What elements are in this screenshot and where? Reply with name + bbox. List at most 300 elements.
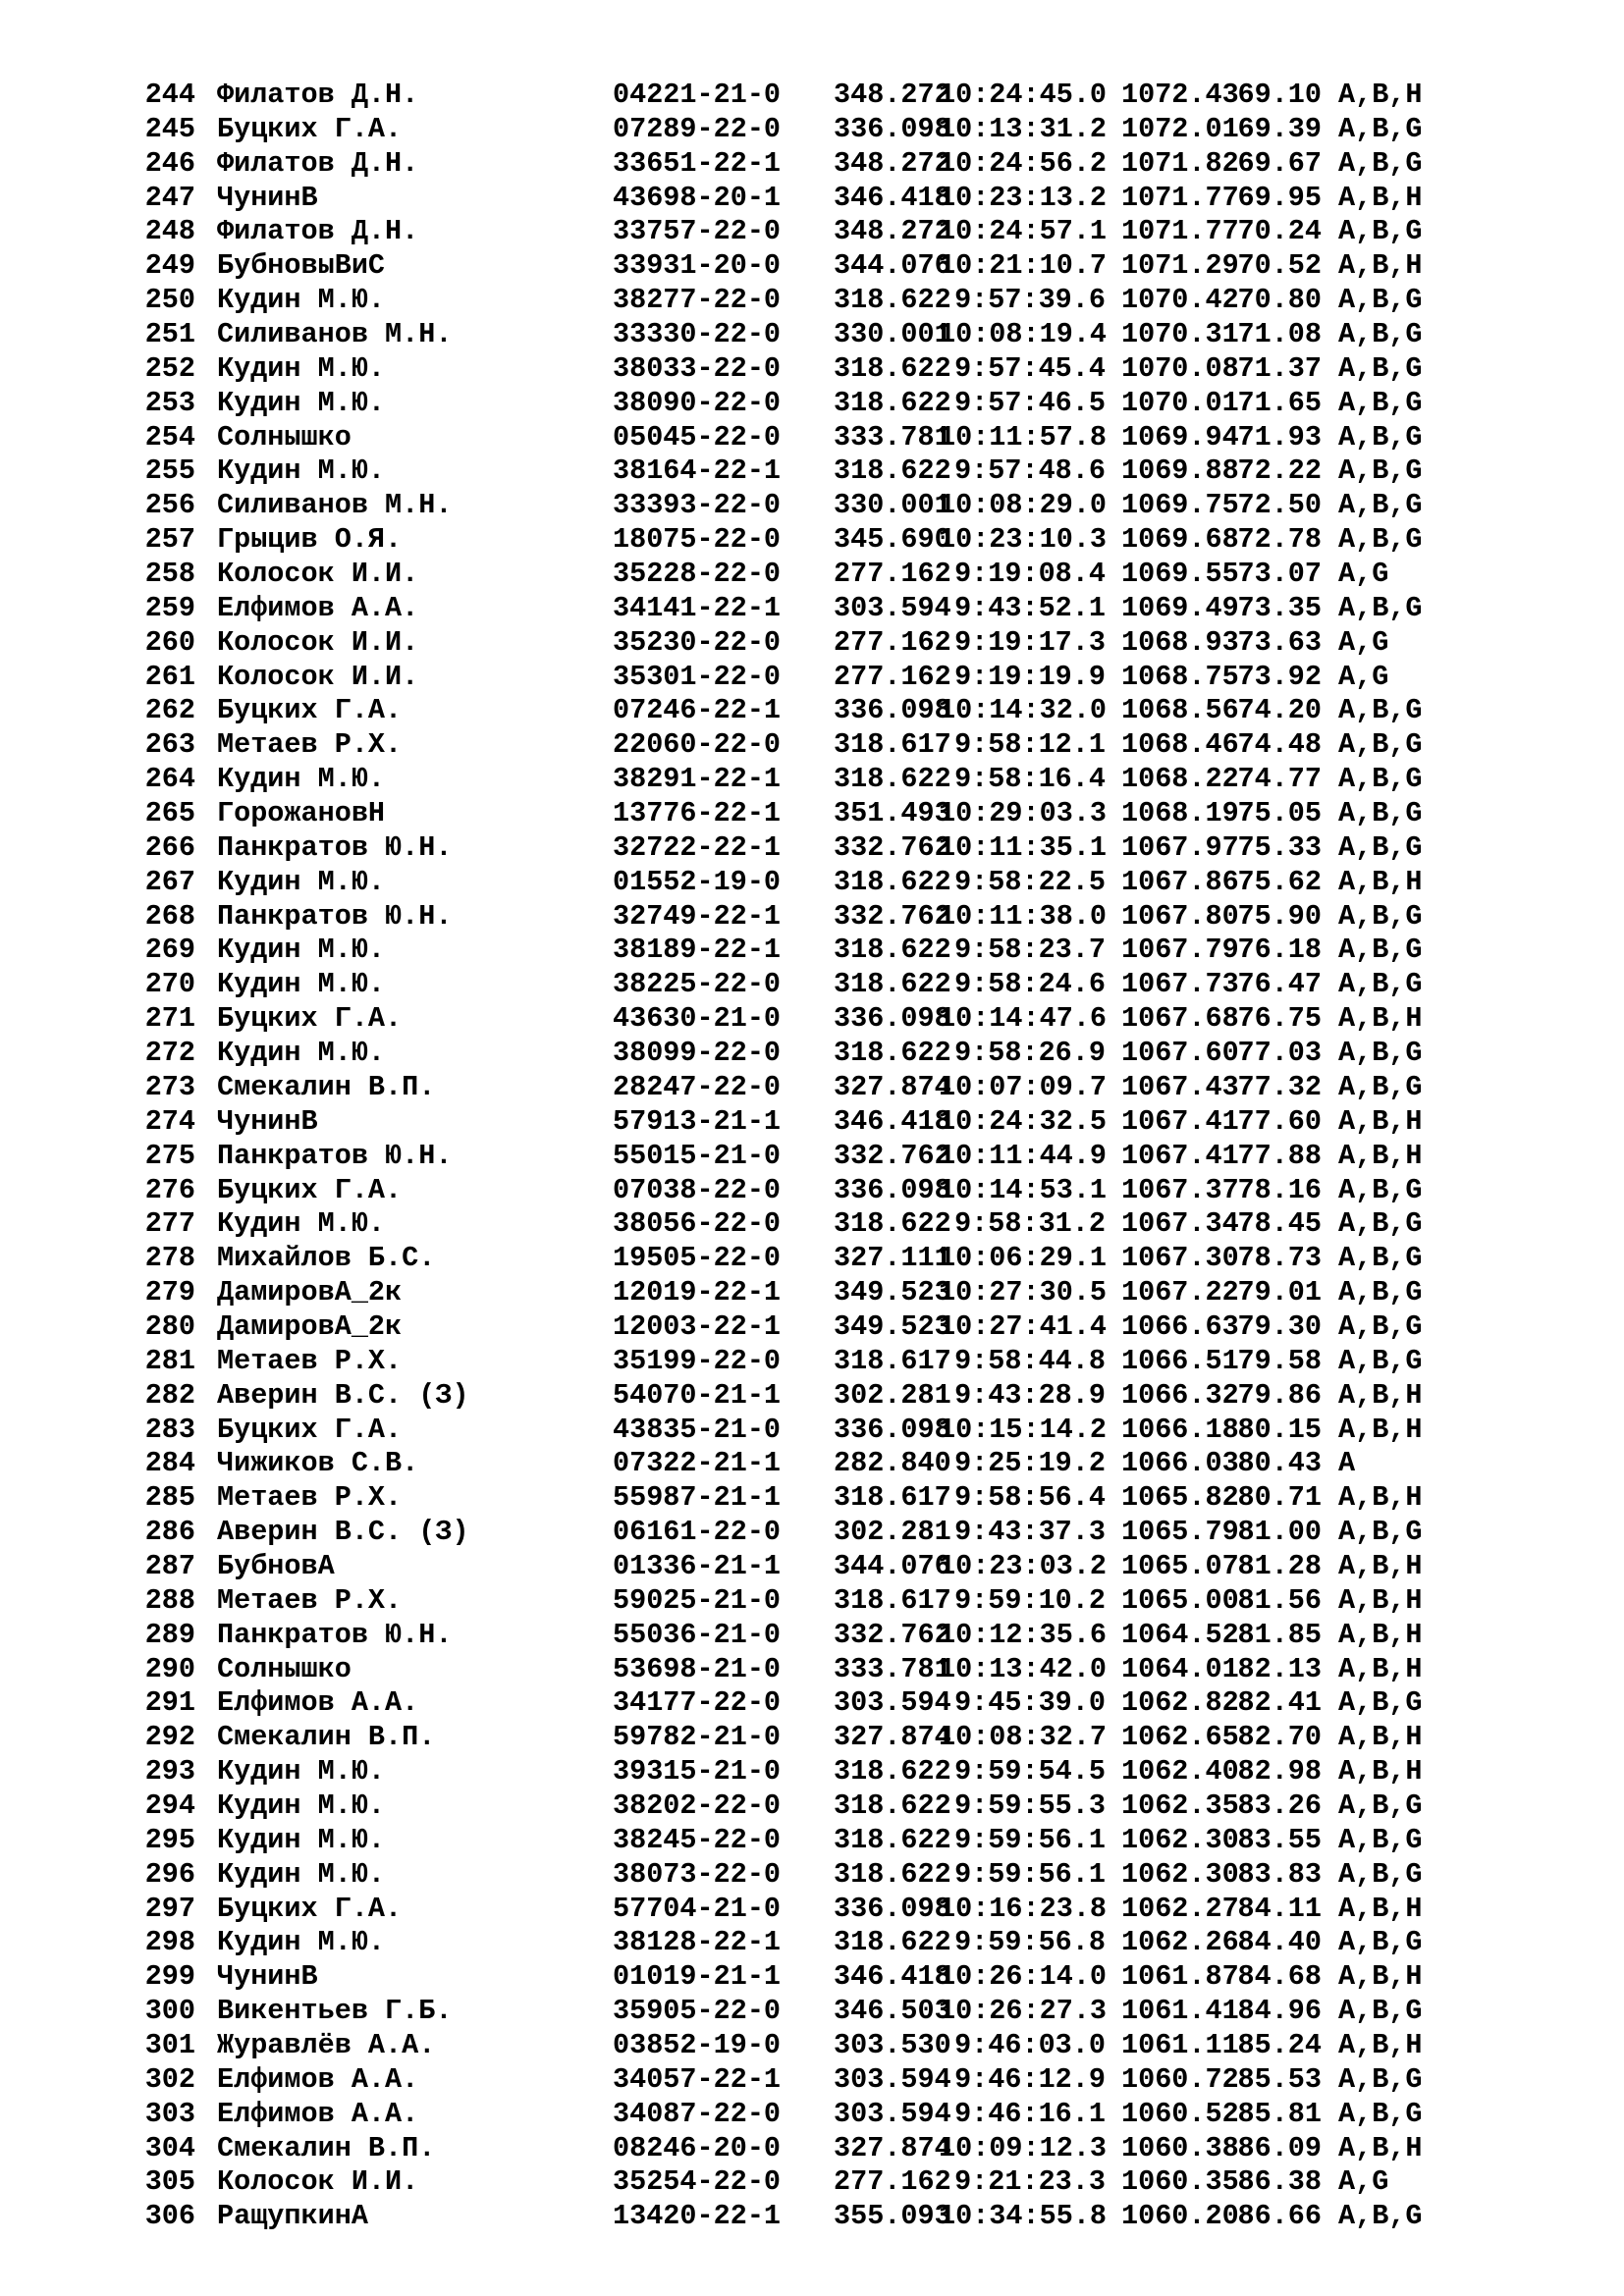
ring-number: 01019-21-1 xyxy=(613,1960,782,1994)
coefficient: 73.35 xyxy=(1237,591,1322,624)
arrival-time: 9:58:24.6 xyxy=(954,968,1106,1001)
speed: 1067.86 xyxy=(1121,865,1239,898)
place-number: 269 xyxy=(144,934,195,967)
table-row xyxy=(144,1550,1456,1584)
owner-name: Елфимов А.А. xyxy=(217,591,419,624)
place-number: 268 xyxy=(144,899,195,933)
ring-number: 07322-21-1 xyxy=(613,1447,782,1480)
ring-number: 38033-22-0 xyxy=(613,351,782,385)
coefficient: 81.56 xyxy=(1237,1583,1322,1617)
place-number: 258 xyxy=(144,558,195,591)
place-number: 251 xyxy=(144,318,195,351)
coefficient: 69.10 xyxy=(1237,79,1322,111)
place-number: 289 xyxy=(144,1618,195,1651)
results-table xyxy=(144,79,1456,2234)
groups: A,B,G xyxy=(1338,351,1423,385)
distance: 277.162 xyxy=(834,660,951,693)
speed: 1071.82 xyxy=(1121,146,1239,180)
ring-number: 08246-20-0 xyxy=(613,2131,782,2164)
groups: A,B,H xyxy=(1338,865,1423,898)
coefficient: 76.75 xyxy=(1237,1002,1322,1036)
coefficient: 80.43 xyxy=(1237,1447,1322,1480)
groups: A,B,H xyxy=(1338,1413,1423,1446)
arrival-time: 10:23:03.2 xyxy=(939,1549,1108,1582)
speed: 1065.82 xyxy=(1121,1481,1239,1515)
groups: A,B,G xyxy=(1338,1344,1423,1377)
arrival-time: 9:59:56.8 xyxy=(954,1926,1106,1959)
place-number: 261 xyxy=(144,660,195,693)
table-row xyxy=(144,1721,1456,1755)
distance: 348.272 xyxy=(834,215,951,248)
speed: 1068.75 xyxy=(1121,660,1239,693)
table-row xyxy=(144,763,1456,797)
owner-name: ЧунинВ xyxy=(217,181,318,214)
ring-number: 38099-22-0 xyxy=(613,1037,782,1070)
place-number: 292 xyxy=(144,1721,195,1754)
place-number: 285 xyxy=(144,1481,195,1515)
ring-number: 12019-22-1 xyxy=(613,1276,782,1309)
arrival-time: 9:59:55.3 xyxy=(954,1789,1106,1822)
place-number: 282 xyxy=(144,1378,195,1412)
table-row xyxy=(144,2200,1456,2234)
table-row xyxy=(144,421,1456,455)
speed: 1068.46 xyxy=(1121,728,1239,762)
owner-name: Колосок И.И. xyxy=(217,625,419,659)
groups: A,B,H xyxy=(1338,1892,1423,1925)
coefficient: 82.13 xyxy=(1237,1652,1322,1685)
owner-name: Филатов Д.Н. xyxy=(217,146,419,180)
place-number: 300 xyxy=(144,1995,195,2028)
place-number: 271 xyxy=(144,1002,195,1036)
owner-name: Смекалин В.П. xyxy=(217,1070,436,1103)
speed: 1069.88 xyxy=(1121,454,1239,488)
coefficient: 84.68 xyxy=(1237,1960,1322,1994)
coefficient: 76.47 xyxy=(1237,968,1322,1001)
coefficient: 84.40 xyxy=(1237,1926,1322,1959)
table-row xyxy=(144,1207,1456,1242)
speed: 1061.87 xyxy=(1121,1960,1239,1994)
ring-number: 38225-22-0 xyxy=(613,968,782,1001)
coefficient: 71.37 xyxy=(1237,351,1322,385)
arrival-time: 9:59:56.1 xyxy=(954,1823,1106,1856)
arrival-time: 10:11:57.8 xyxy=(939,420,1108,454)
place-number: 246 xyxy=(144,146,195,180)
speed: 1072.01 xyxy=(1121,112,1239,145)
arrival-time: 9:58:31.2 xyxy=(954,1207,1106,1241)
place-number: 288 xyxy=(144,1583,195,1617)
table-row xyxy=(144,182,1456,216)
place-number: 298 xyxy=(144,1926,195,1959)
table-row xyxy=(144,1619,1456,1653)
arrival-time: 10:12:35.6 xyxy=(939,1618,1108,1651)
arrival-time: 10:26:27.3 xyxy=(939,1995,1108,2028)
place-number: 256 xyxy=(144,489,195,522)
table-row xyxy=(144,1653,1456,1687)
place-number: 286 xyxy=(144,1516,195,1549)
owner-name: Метаев Р.Х. xyxy=(217,1481,403,1515)
speed: 1066.18 xyxy=(1121,1413,1239,1446)
place-number: 255 xyxy=(144,454,195,488)
table-row xyxy=(144,523,1456,558)
table-row xyxy=(144,352,1456,387)
place-number: 276 xyxy=(144,1173,195,1206)
table-row xyxy=(144,489,1456,523)
coefficient: 83.55 xyxy=(1237,1823,1322,1856)
owner-name: Журавлёв А.А. xyxy=(217,2028,436,2061)
place-number: 280 xyxy=(144,1309,195,1343)
coefficient: 75.33 xyxy=(1237,830,1322,864)
arrival-time: 9:57:45.4 xyxy=(954,351,1106,385)
groups: A,B,H xyxy=(1338,2131,1423,2164)
place-number: 263 xyxy=(144,728,195,762)
ring-number: 38056-22-0 xyxy=(613,1207,782,1241)
owner-name: Буцких Г.А. xyxy=(217,1002,403,1036)
place-number: 304 xyxy=(144,2131,195,2164)
table-row xyxy=(144,454,1456,489)
speed: 1067.34 xyxy=(1121,1207,1239,1241)
arrival-time: 10:08:19.4 xyxy=(939,318,1108,351)
ring-number: 35301-22-0 xyxy=(613,660,782,693)
speed: 1067.37 xyxy=(1121,1173,1239,1206)
ring-number: 59025-21-0 xyxy=(613,1583,782,1617)
distance: 346.418 xyxy=(834,181,951,214)
speed: 1067.41 xyxy=(1121,1104,1239,1138)
arrival-time: 10:29:03.3 xyxy=(939,797,1108,830)
table-row xyxy=(144,1002,1456,1037)
owner-name: БубновА xyxy=(217,1549,335,1582)
coefficient: 78.16 xyxy=(1237,1173,1322,1206)
distance: 318.622 xyxy=(834,454,951,488)
coefficient: 74.20 xyxy=(1237,694,1322,727)
groups: A,B,H xyxy=(1338,1549,1423,1582)
table-row xyxy=(144,1174,1456,1208)
owner-name: ЧунинВ xyxy=(217,1960,318,1994)
ring-number: 55987-21-1 xyxy=(613,1481,782,1515)
groups: A,B,G xyxy=(1338,797,1423,830)
arrival-time: 10:16:23.8 xyxy=(939,1892,1108,1925)
distance: 349.523 xyxy=(834,1309,951,1343)
ring-number: 38245-22-0 xyxy=(613,1823,782,1856)
table-row xyxy=(144,592,1456,626)
coefficient: 80.15 xyxy=(1237,1413,1322,1446)
table-row xyxy=(144,1276,1456,1310)
groups: A,G xyxy=(1338,558,1389,591)
place-number: 248 xyxy=(144,215,195,248)
speed: 1062.30 xyxy=(1121,1857,1239,1891)
groups: A,B,H xyxy=(1338,1104,1423,1138)
ring-number: 33931-20-0 xyxy=(613,249,782,283)
table-row xyxy=(144,1310,1456,1345)
groups: A,B,G xyxy=(1338,1926,1423,1959)
groups: A,G xyxy=(1338,625,1389,659)
table-row xyxy=(144,2029,1456,2063)
distance: 318.622 xyxy=(834,351,951,385)
arrival-time: 10:23:13.2 xyxy=(939,181,1108,214)
ring-number: 32749-22-1 xyxy=(613,899,782,933)
place-number: 245 xyxy=(144,112,195,145)
owner-name: Панкратов Ю.Н. xyxy=(217,1618,453,1651)
groups: A,B,H xyxy=(1338,79,1423,111)
ring-number: 03852-19-0 xyxy=(613,2028,782,2061)
arrival-time: 10:24:56.2 xyxy=(939,146,1108,180)
ring-number: 53698-21-0 xyxy=(613,1652,782,1685)
place-number: 278 xyxy=(144,1242,195,1275)
owner-name: Чижиков С.В. xyxy=(217,1447,419,1480)
arrival-time: 9:43:37.3 xyxy=(954,1516,1106,1549)
owner-name: Метаев Р.Х. xyxy=(217,728,403,762)
coefficient: 73.07 xyxy=(1237,558,1322,591)
speed: 1062.65 xyxy=(1121,1721,1239,1754)
place-number: 293 xyxy=(144,1755,195,1789)
groups: A,G xyxy=(1338,660,1389,693)
owner-name: Елфимов А.А. xyxy=(217,2062,419,2096)
owner-name: Грыцив О.Я. xyxy=(217,523,403,557)
table-row xyxy=(144,1858,1456,1893)
groups: A,B,G xyxy=(1338,1789,1423,1822)
speed: 1062.26 xyxy=(1121,1926,1239,1959)
arrival-time: 9:59:56.1 xyxy=(954,1857,1106,1891)
speed: 1067.60 xyxy=(1121,1037,1239,1070)
groups: A,B,H xyxy=(1338,1721,1423,1754)
speed: 1068.22 xyxy=(1121,763,1239,796)
distance: 318.617 xyxy=(834,1344,951,1377)
ring-number: 34057-22-1 xyxy=(613,2062,782,2096)
owner-name: Филатов Д.Н. xyxy=(217,79,419,111)
coefficient: 72.78 xyxy=(1237,523,1322,557)
table-row xyxy=(144,968,1456,1002)
speed: 1070.01 xyxy=(1121,386,1239,419)
owner-name: Буцких Г.А. xyxy=(217,1173,403,1206)
owner-name: Кудин М.Ю. xyxy=(217,865,386,898)
arrival-time: 10:11:44.9 xyxy=(939,1139,1108,1172)
ring-number: 01336-21-1 xyxy=(613,1549,782,1582)
place-number: 274 xyxy=(144,1104,195,1138)
distance: 349.523 xyxy=(834,1276,951,1309)
table-row xyxy=(144,866,1456,900)
distance: 332.762 xyxy=(834,830,951,864)
speed: 1062.30 xyxy=(1121,1823,1239,1856)
place-number: 247 xyxy=(144,181,195,214)
speed: 1068.19 xyxy=(1121,797,1239,830)
arrival-time: 9:57:39.6 xyxy=(954,284,1106,317)
distance: 346.418 xyxy=(834,1104,951,1138)
groups: A,B,H xyxy=(1338,1618,1423,1651)
owner-name: Кудин М.Ю. xyxy=(217,763,386,796)
coefficient: 69.39 xyxy=(1237,112,1322,145)
coefficient: 81.85 xyxy=(1237,1618,1322,1651)
arrival-time: 9:45:39.0 xyxy=(954,1686,1106,1720)
distance: 318.622 xyxy=(834,386,951,419)
table-row xyxy=(144,249,1456,284)
distance: 330.001 xyxy=(834,489,951,522)
coefficient: 86.09 xyxy=(1237,2131,1322,2164)
coefficient: 75.62 xyxy=(1237,865,1322,898)
owner-name: Силиванов М.Н. xyxy=(217,489,453,522)
arrival-time: 10:27:30.5 xyxy=(939,1276,1108,1309)
owner-name: Буцких Г.А. xyxy=(217,112,403,145)
speed: 1072.43 xyxy=(1121,79,1239,111)
ring-number: 22060-22-0 xyxy=(613,728,782,762)
owner-name: Кудин М.Ю. xyxy=(217,284,386,317)
coefficient: 86.66 xyxy=(1237,2200,1322,2233)
speed: 1070.42 xyxy=(1121,284,1239,317)
owner-name: Колосок И.И. xyxy=(217,558,419,591)
groups: A,B,H xyxy=(1338,1583,1423,1617)
distance: 318.622 xyxy=(834,1207,951,1241)
distance: 318.617 xyxy=(834,1583,951,1617)
owner-name: Михайлов Б.С. xyxy=(217,1242,436,1275)
ring-number: 13776-22-1 xyxy=(613,797,782,830)
speed: 1064.52 xyxy=(1121,1618,1239,1651)
distance: 327.874 xyxy=(834,1721,951,1754)
place-number: 301 xyxy=(144,2028,195,2061)
groups: A,B,G xyxy=(1338,489,1423,522)
table-row xyxy=(144,1105,1456,1140)
coefficient: 82.98 xyxy=(1237,1755,1322,1789)
table-row xyxy=(144,900,1456,934)
groups: A,B,G xyxy=(1338,2062,1423,2096)
table-row xyxy=(144,728,1456,763)
coefficient: 82.41 xyxy=(1237,1686,1322,1720)
arrival-time: 9:57:46.5 xyxy=(954,386,1106,419)
distance: 333.781 xyxy=(834,420,951,454)
table-row xyxy=(144,2098,1456,2132)
place-number: 262 xyxy=(144,694,195,727)
table-row xyxy=(144,1926,1456,1960)
ring-number: 33393-22-0 xyxy=(613,489,782,522)
owner-name: Кудин М.Ю. xyxy=(217,934,386,967)
table-row xyxy=(144,1037,1456,1071)
coefficient: 79.86 xyxy=(1237,1378,1322,1412)
ring-number: 38202-22-0 xyxy=(613,1789,782,1822)
ring-number: 28247-22-0 xyxy=(613,1070,782,1103)
table-row xyxy=(144,1345,1456,1379)
groups: A,B,G xyxy=(1338,1070,1423,1103)
groups: A,B,G xyxy=(1338,386,1423,419)
ring-number: 59782-21-0 xyxy=(613,1721,782,1754)
place-number: 257 xyxy=(144,523,195,557)
arrival-time: 9:58:56.4 xyxy=(954,1481,1106,1515)
distance: 336.098 xyxy=(834,694,951,727)
ring-number: 33757-22-0 xyxy=(613,215,782,248)
coefficient: 72.22 xyxy=(1237,454,1322,488)
arrival-time: 10:07:09.7 xyxy=(939,1070,1108,1103)
distance: 303.530 xyxy=(834,2028,951,2061)
ring-number: 06161-22-0 xyxy=(613,1516,782,1549)
arrival-time: 9:58:22.5 xyxy=(954,865,1106,898)
speed: 1071.77 xyxy=(1121,215,1239,248)
place-number: 279 xyxy=(144,1276,195,1309)
ring-number: 35228-22-0 xyxy=(613,558,782,591)
groups: A xyxy=(1338,1447,1356,1480)
table-row xyxy=(144,2132,1456,2166)
distance: 346.418 xyxy=(834,1960,951,1994)
arrival-time: 10:09:12.3 xyxy=(939,2131,1108,2164)
ring-number: 39315-21-0 xyxy=(613,1755,782,1789)
arrival-time: 10:23:10.3 xyxy=(939,523,1108,557)
coefficient: 77.32 xyxy=(1237,1070,1322,1103)
owner-name: Силиванов М.Н. xyxy=(217,318,453,351)
owner-name: Смекалин В.П. xyxy=(217,2131,436,2164)
speed: 1060.52 xyxy=(1121,2097,1239,2130)
distance: 351.493 xyxy=(834,797,951,830)
coefficient: 80.71 xyxy=(1237,1481,1322,1515)
ring-number: 38090-22-0 xyxy=(613,386,782,419)
ring-number: 54070-21-1 xyxy=(613,1378,782,1412)
speed: 1070.31 xyxy=(1121,318,1239,351)
distance: 277.162 xyxy=(834,625,951,659)
place-number: 249 xyxy=(144,249,195,283)
owner-name: Кудин М.Ю. xyxy=(217,968,386,1001)
table-row xyxy=(144,1686,1456,1721)
table-row xyxy=(144,1481,1456,1516)
place-number: 254 xyxy=(144,420,195,454)
coefficient: 72.50 xyxy=(1237,489,1322,522)
owner-name: Кудин М.Ю. xyxy=(217,1755,386,1789)
owner-name: Викентьев Г.Б. xyxy=(217,1995,453,2028)
ring-number: 34087-22-0 xyxy=(613,2097,782,2130)
groups: A,B,G xyxy=(1338,2200,1423,2233)
coefficient: 79.30 xyxy=(1237,1309,1322,1343)
speed: 1069.75 xyxy=(1121,489,1239,522)
arrival-time: 10:24:32.5 xyxy=(939,1104,1108,1138)
distance: 318.622 xyxy=(834,1857,951,1891)
ring-number: 07246-22-1 xyxy=(613,694,782,727)
arrival-time: 10:14:32.0 xyxy=(939,694,1108,727)
coefficient: 74.48 xyxy=(1237,728,1322,762)
ring-number: 35905-22-0 xyxy=(613,1995,782,2028)
speed: 1065.00 xyxy=(1121,1583,1239,1617)
arrival-time: 9:58:44.8 xyxy=(954,1344,1106,1377)
ring-number: 12003-22-1 xyxy=(613,1309,782,1343)
coefficient: 82.70 xyxy=(1237,1721,1322,1754)
arrival-time: 9:46:16.1 xyxy=(954,2097,1106,2130)
table-row xyxy=(144,1447,1456,1481)
distance: 332.762 xyxy=(834,899,951,933)
groups: A,B,G xyxy=(1338,591,1423,624)
coefficient: 71.93 xyxy=(1237,420,1322,454)
ring-number: 35230-22-0 xyxy=(613,625,782,659)
ring-number: 57704-21-0 xyxy=(613,1892,782,1925)
coefficient: 85.81 xyxy=(1237,2097,1322,2130)
distance: 318.622 xyxy=(834,865,951,898)
ring-number: 38189-22-1 xyxy=(613,934,782,967)
groups: A,B,G xyxy=(1338,1995,1423,2028)
place-number: 272 xyxy=(144,1037,195,1070)
groups: A,B,G xyxy=(1338,1207,1423,1241)
ring-number: 55015-21-0 xyxy=(613,1139,782,1172)
speed: 1067.97 xyxy=(1121,830,1239,864)
arrival-time: 10:27:41.4 xyxy=(939,1309,1108,1343)
owner-name: Метаев Р.Х. xyxy=(217,1344,403,1377)
table-row xyxy=(144,1960,1456,1995)
distance: 303.594 xyxy=(834,2097,951,2130)
arrival-time: 9:59:54.5 xyxy=(954,1755,1106,1789)
coefficient: 70.52 xyxy=(1237,249,1322,283)
arrival-time: 10:24:57.1 xyxy=(939,215,1108,248)
owner-name: Кудин М.Ю. xyxy=(217,1789,386,1822)
speed: 1069.94 xyxy=(1121,420,1239,454)
distance: 327.874 xyxy=(834,2131,951,2164)
coefficient: 79.58 xyxy=(1237,1344,1322,1377)
coefficient: 75.90 xyxy=(1237,899,1322,933)
coefficient: 70.24 xyxy=(1237,215,1322,248)
ring-number: 35254-22-0 xyxy=(613,2165,782,2199)
coefficient: 85.24 xyxy=(1237,2028,1322,2061)
distance: 333.781 xyxy=(834,1652,951,1685)
table-row xyxy=(144,797,1456,831)
table-row xyxy=(144,318,1456,352)
